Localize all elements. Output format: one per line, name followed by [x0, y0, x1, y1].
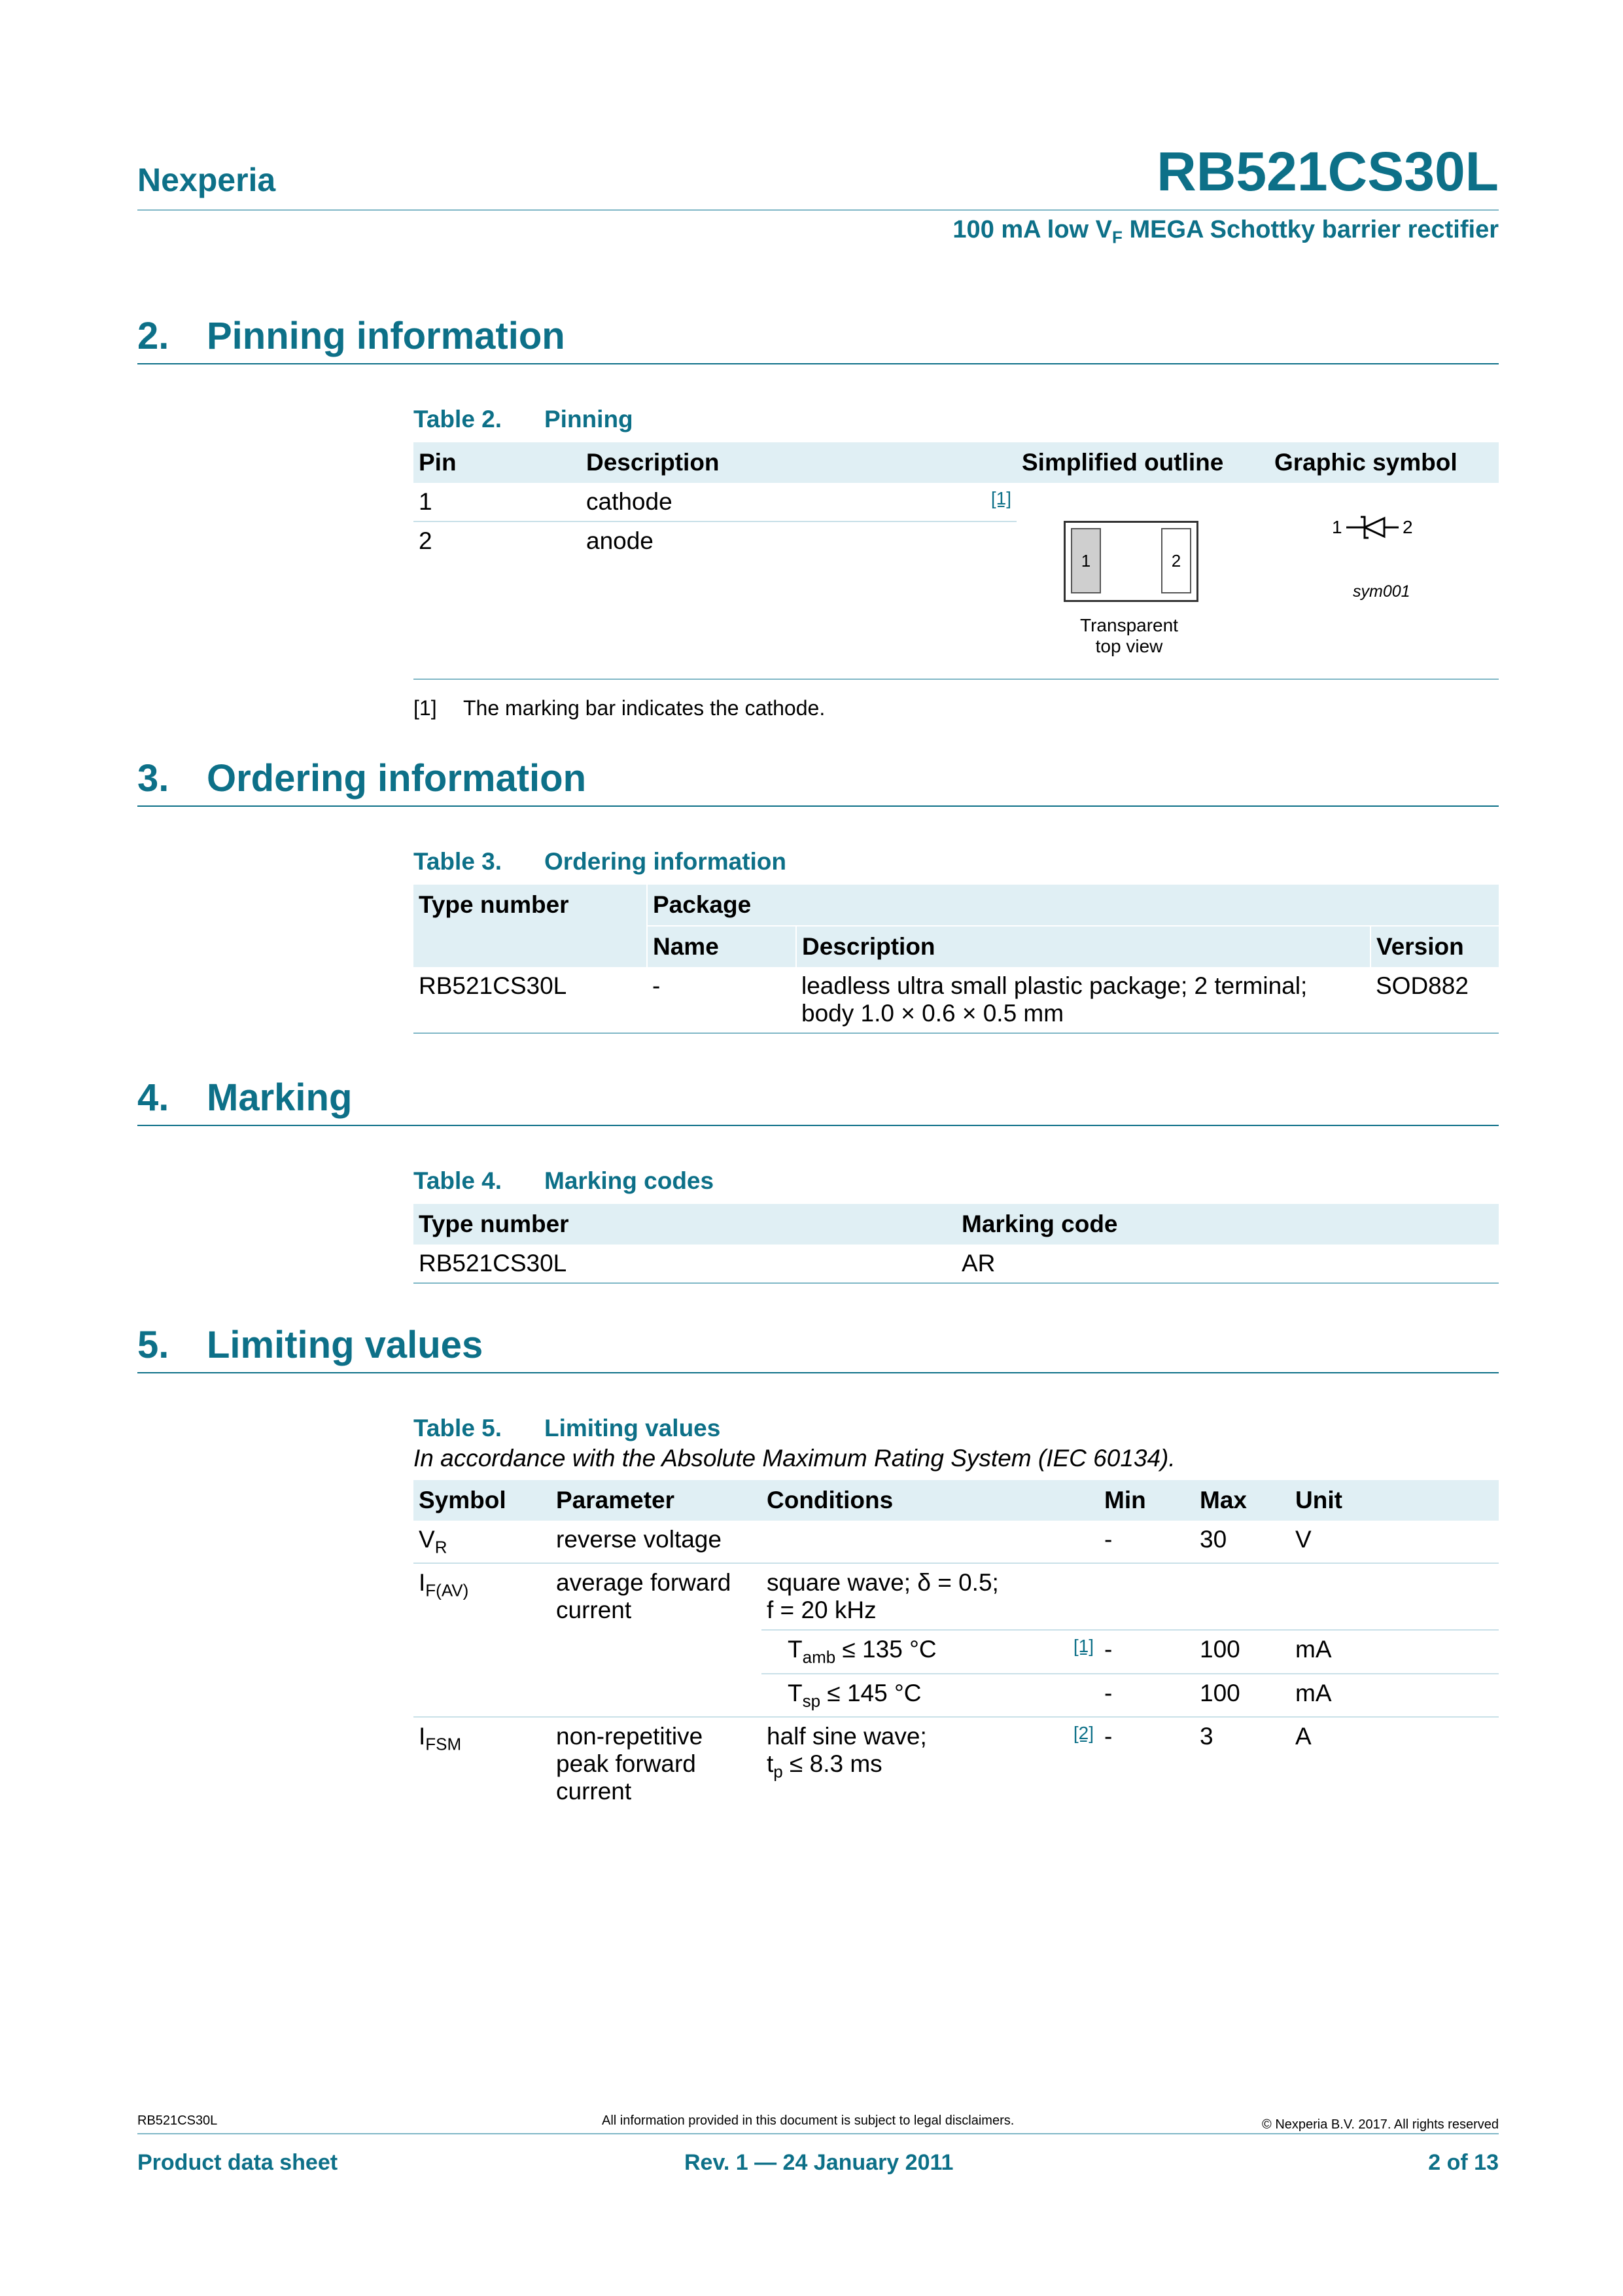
col-outline: Simplified outline — [1017, 442, 1269, 483]
min-cell — [1099, 1563, 1195, 1630]
col-name: Name — [647, 926, 796, 967]
footer-copyright: © Nexperia B.V. 2017. All rights reserved — [1262, 2117, 1499, 2132]
col-description: Description — [581, 442, 1017, 483]
footer-part-number: RB521CS30L — [137, 2113, 218, 2128]
table2-footnote: [1] The marking bar indicates the cathode. — [413, 696, 826, 720]
table-row — [413, 1717, 1499, 1810]
symbol-cell: $V_R$ — [413, 1521, 551, 1563]
footer-disclaimer: All information provided in this document is subject to legal disclaimers. — [602, 2113, 1015, 2128]
footnote-link[interactable]: [1] — [1073, 1636, 1094, 1657]
col-pkg-description: Description — [796, 926, 1370, 967]
conditions-cell: [2] half sine wave; $t_p \le 8.3$ ms — [767, 1723, 1094, 1782]
type-number-cell: RB521CS30L — [413, 1245, 956, 1283]
footer-revision: Rev. 1 — 24 January 2011 — [684, 2150, 954, 2175]
col-version: Version — [1370, 926, 1499, 967]
symbol-pin1-label: 1 — [1332, 517, 1342, 537]
pinning-table — [413, 442, 1499, 560]
table-row — [413, 967, 1499, 1033]
table5-note: In accordance with the Absolute Maximum Rating System (IEC 60134). — [413, 1445, 1176, 1472]
section-pinning-heading: 2. Pinning information — [137, 314, 1499, 364]
footer-doc-type: Product data sheet — [137, 2150, 338, 2175]
min-cell: - — [1099, 1521, 1195, 1563]
section-limiting-heading: 5. Limiting values — [137, 1323, 1499, 1373]
parameter-cell: reverse voltage — [551, 1521, 761, 1563]
symbol-code: sym001 — [1353, 582, 1410, 601]
pad-cathode: 1 — [1071, 528, 1101, 593]
footnote-link[interactable]: [1] — [990, 488, 1011, 508]
table4-caption: Table 4. Marking codes — [413, 1167, 714, 1194]
marking-code-cell: AR — [956, 1245, 1499, 1283]
description-cell: cathode [1] — [581, 483, 1017, 521]
section-marking-heading: 4. Marking — [137, 1076, 1499, 1126]
brand-name: Nexperia — [137, 162, 276, 198]
table2-caption: Table 2. Pinning — [413, 406, 633, 433]
max-cell: 30 — [1195, 1521, 1290, 1563]
col-marking-code: Marking code — [956, 1204, 1499, 1245]
document-subtitle: 100 mA low $V_F$ MEGA Schottky barrier rectifier — [952, 216, 1499, 247]
col-parameter: Parameter — [551, 1480, 761, 1521]
symbol-cell: $I_{FSM}$ — [419, 1723, 462, 1754]
col-pin: Pin — [413, 442, 581, 483]
table-row — [413, 1521, 1499, 1563]
col-conditions: Conditions — [761, 1480, 1099, 1521]
footer-page-number: 2 of 13 — [1428, 2150, 1499, 2175]
max-cell: 3 — [1200, 1723, 1213, 1750]
col-type-number: Type number — [413, 885, 647, 967]
footer-divider — [137, 2133, 1499, 2134]
conditions-cell: $T_{amb} \le 135$ °C [1] — [761, 1630, 1099, 1673]
part-number: RB521CS30L — [1157, 141, 1499, 202]
symbol-pin2-label: 2 — [1403, 517, 1413, 537]
table5-caption: Table 5. Limiting values — [413, 1415, 721, 1441]
conditions-cell — [761, 1521, 1099, 1563]
marking-table — [413, 1204, 1499, 1284]
package-outline — [1064, 521, 1198, 602]
min-cell: - — [1099, 1674, 1195, 1717]
pad-anode: 2 — [1161, 528, 1191, 593]
symbol-cell: $I_{F(AV)}$ — [413, 1563, 551, 1717]
version-cell: SOD882 — [1370, 967, 1499, 1033]
limiting-values-table — [413, 1480, 1499, 1810]
header-divider — [137, 209, 1499, 211]
col-unit: Unit — [1290, 1480, 1499, 1521]
unit-cell — [1290, 1563, 1499, 1630]
footnote-link[interactable]: [2] — [1073, 1723, 1094, 1744]
col-symbol: Graphic symbol — [1269, 442, 1499, 483]
description-cell: anode — [586, 527, 654, 554]
unit-cell: mA — [1290, 1630, 1499, 1673]
conditions-cell: square wave; δ = 0.5; f = 20 kHz — [761, 1563, 1099, 1630]
col-max: Max — [1195, 1480, 1290, 1521]
section-ordering-heading: 3. Ordering information — [137, 756, 1499, 807]
table-row — [413, 483, 1499, 521]
outline-caption: Transparent top view — [1080, 615, 1178, 656]
table3-caption: Table 3. Ordering information — [413, 848, 786, 875]
col-package: Package — [647, 885, 1499, 926]
parameter-cell: non-repetitive peak forward current — [556, 1723, 703, 1805]
max-cell: 100 — [1195, 1674, 1290, 1717]
conditions-cell: $T_{sp} \le 145$ °C — [761, 1674, 1099, 1717]
unit-cell: mA — [1290, 1674, 1499, 1717]
diode-symbol-icon — [1346, 514, 1399, 540]
pin-cell: 1 — [413, 483, 581, 521]
col-type-number: Type number — [413, 1204, 956, 1245]
unit-cell: A — [1295, 1723, 1312, 1750]
col-symbol: Symbol — [413, 1480, 551, 1521]
max-cell — [1195, 1563, 1290, 1630]
col-min: Min — [1099, 1480, 1195, 1521]
type-number-cell: RB521CS30L — [413, 967, 647, 1033]
min-cell: - — [1099, 1630, 1195, 1673]
min-cell: - — [1104, 1723, 1113, 1750]
table-row — [413, 1245, 1499, 1283]
unit-cell: V — [1290, 1521, 1499, 1563]
table2-bottom-rule — [413, 679, 1499, 680]
max-cell: 100 — [1195, 1630, 1290, 1673]
parameter-cell: average forward current — [551, 1563, 761, 1717]
pin-cell: 2 — [419, 527, 432, 554]
name-cell: - — [647, 967, 796, 1033]
table-row — [413, 1563, 1499, 1630]
pkg-description-cell: leadless ultra small plastic package; 2 terminal; body 1.0 × 0.6 × 0.5 mm — [796, 967, 1370, 1033]
ordering-table — [413, 885, 1499, 1034]
